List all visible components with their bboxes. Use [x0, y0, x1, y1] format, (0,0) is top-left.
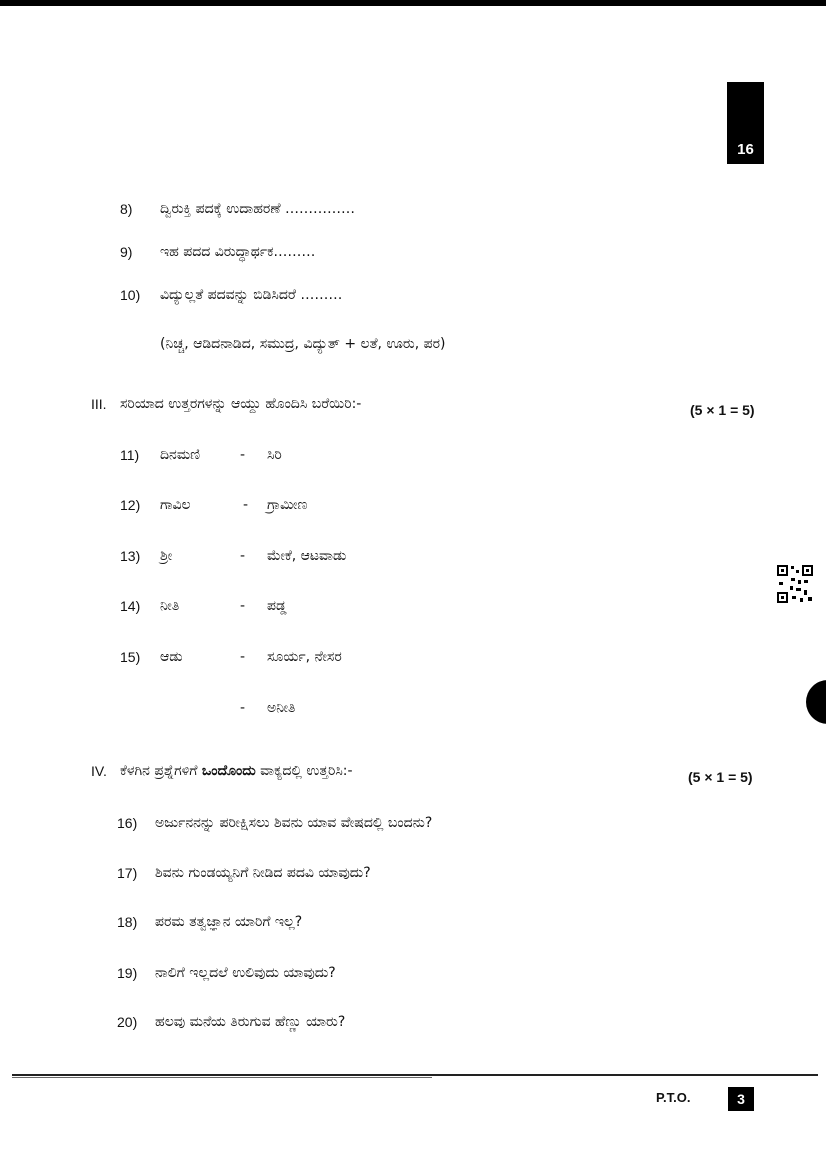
- q12-right: ಗ್ರಾಮೀಣ: [267, 497, 308, 513]
- q20-number: 20): [117, 1014, 138, 1030]
- paper-code-tab: [727, 82, 764, 164]
- extra-right: ಅನೀತಿ: [267, 700, 296, 716]
- q11-number: 11): [120, 447, 140, 463]
- q10-text: ವಿದ್ಯುಲ್ಲತೆ ಪದವನ್ನು ಬಿಡಿಸಿದರೆ ………: [160, 287, 343, 303]
- q13-dash: -: [240, 548, 246, 564]
- q16-number: 16): [117, 815, 138, 831]
- q12-dash: -: [243, 497, 249, 513]
- q9-number: 9): [120, 244, 133, 260]
- extra-dash: -: [240, 700, 246, 716]
- q15-number: 15): [120, 649, 141, 665]
- q20-text: ಹಲವು ಮನೆಯ ತಿರುಗುವ ಹೆಣ್ಣು ಯಾರು?: [155, 1014, 346, 1030]
- q12-number: 12): [120, 497, 141, 513]
- q13-left: ಶ್ರೀ: [160, 548, 173, 564]
- section-iii-numeral: III.: [91, 396, 107, 412]
- q8-number: 8): [120, 201, 133, 217]
- footer-rule-thin: [12, 1077, 432, 1078]
- section-iv-numeral: IV.: [91, 763, 107, 779]
- q9-text: ಇಹ ಪದದ ವಿರುದ್ಧಾರ್ಥಕ………: [160, 244, 316, 260]
- paper-code: 16: [737, 141, 754, 158]
- q12-left: ಗಾವಿಲ: [160, 497, 191, 513]
- q13-right: ಮೇಕೆ, ಆಟವಾಡು: [267, 548, 347, 564]
- q14-number: 14): [120, 598, 141, 614]
- q17-text: ಶಿವನು ಗುಂಡಯ್ಯನಿಗೆ ನೀಡಿದ ಪದವಿ ಯಾವುದು?: [155, 865, 371, 881]
- q13-number: 13): [120, 548, 141, 564]
- q14-right: ಪಡ್ಡ: [267, 598, 287, 614]
- section-iv-marks: (5 × 1 = 5): [688, 769, 753, 785]
- q8-text: ದ್ವಿರುಕ್ತಿ ಪದಕ್ಕೆ ಉದಾಹರಣೆ ……………: [160, 201, 355, 217]
- q10-number: 10): [120, 287, 141, 303]
- q18-text: ಪರಮ ತತ್ವಜ್ಞಾನ ಯಾರಿಗೆ ಇಲ್ಲ?: [155, 914, 303, 930]
- section-iv-instruction: [120, 763, 353, 779]
- edge-marker: [806, 680, 826, 724]
- instruction-bold: ಒಂದೊಂದು: [201, 763, 256, 779]
- q16-text: ಅರ್ಜುನನನ್ನು ಪರೀಕ್ಷಿಸಲು ಶಿವನು ಯಾವ ವೇಷದಲ್ಲಿ ಬಂದನು?: [155, 815, 433, 831]
- q19-number: 19): [117, 965, 138, 981]
- q15-right: ಸೂರ್ಯ, ನೇಸರ: [267, 649, 342, 665]
- instruction-post: ವಾಕ್ಯದಲ್ಲಿ ಉತ್ತರಿಸಿ:-: [255, 763, 353, 779]
- footer-rule: [12, 1074, 818, 1076]
- q18-number: 18): [117, 914, 138, 930]
- q11-right: ಸಿರಿ: [267, 447, 282, 463]
- q17-number: 17): [117, 865, 138, 881]
- q15-left: ಆಡು: [160, 649, 183, 665]
- pto-label: P.T.O.: [656, 1090, 691, 1105]
- qr-code-icon: [776, 564, 814, 604]
- page-number-box: [728, 1087, 754, 1111]
- section-iii-instruction: ಸರಿಯಾದ ಉತ್ತರಗಳನ್ನು ಆಯ್ದು ಹೊಂದಿಸಿ ಬರೆಯಿರಿ:-: [120, 396, 362, 412]
- q11-left: ದಿನಮಣಿ: [160, 447, 201, 463]
- top-border: [0, 0, 826, 6]
- q19-text: ನಾಲಿಗೆ ಇಲ್ಲದಲೆ ಉಲಿವುದು ಯಾವುದು?: [155, 965, 336, 981]
- word-options: (ನಿಚ್ಚ, ಆಡಿದನಾಡಿದ, ಸಮುದ್ರ, ವಿದ್ಯುತ್ + ಲತೆ, ಊರು, ಪರ): [160, 336, 446, 352]
- instruction-pre: ಕೆಳಗಿನ ಪ್ರಶ್ನೆಗಳಿಗೆ: [120, 763, 202, 779]
- section-iii-marks: (5 × 1 = 5): [690, 402, 755, 418]
- q15-dash: -: [240, 649, 246, 665]
- page-number: 3: [737, 1091, 745, 1107]
- q14-left: ನೀತಿ: [160, 598, 180, 614]
- q14-dash: -: [240, 598, 246, 614]
- q11-dash: -: [240, 447, 246, 463]
